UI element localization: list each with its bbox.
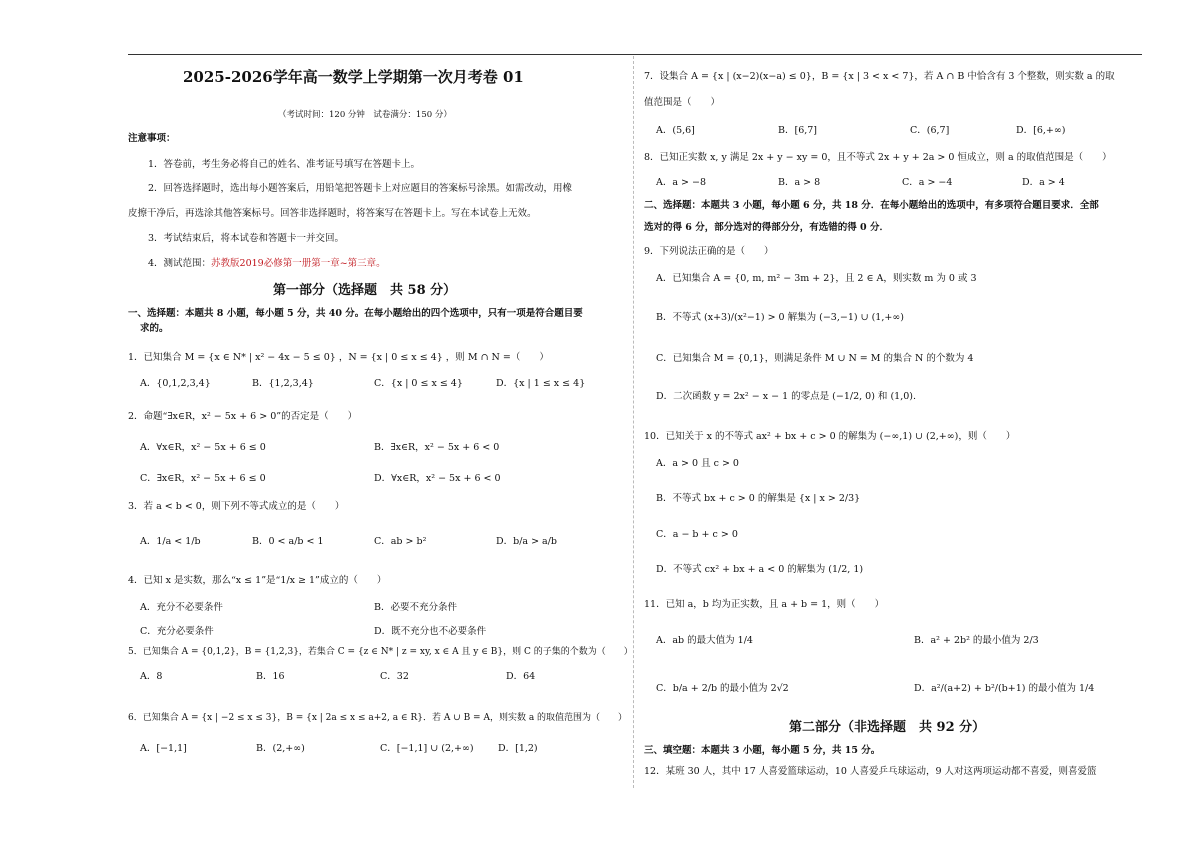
q11-option-b: B．a² + 2b² 的最小值为 2/3 (914, 635, 1039, 646)
q1-set-n: ，N = {x | 0 ≤ x ≤ 4} (338, 352, 443, 363)
q9-option-d: D．二次函数 y = 2x² − x − 1 的零点是 (−1/2, 0) 和 (1,0). (656, 391, 916, 402)
q9-stem: 9．下列说法正确的是（ ） (644, 246, 774, 257)
q4-option-b: B．必要不充分条件 (374, 602, 457, 613)
exam-title: 2025-2026学年高一数学上学期第一次月考卷 01 (183, 68, 524, 86)
q3-option-b: B．0 < a/b < 1 (252, 536, 324, 547)
q5-stem: 5．已知集合 A = {0,1,2}，B = {1,2,3}，若集合 C = {z ∈ N* | z = xy, x ∈ A 且 y ∈ B}，则 C 的子集的个数为（ ） (128, 647, 633, 657)
q5-option-c: C．32 (380, 671, 409, 682)
notice-3: 3．考试结束后，将本试卷和答题卡一并交回。 (148, 233, 345, 244)
section2-heading-cont: 选对的得 6 分，部分选对的得部分分，有选错的得 0 分． (644, 222, 889, 233)
header-rule (128, 54, 1142, 55)
q1-option-c: C．{x | 0 ≤ x ≤ 4} (374, 378, 463, 389)
notice-4-prefix: 4．测试范围： (148, 258, 212, 269)
q7-option-a: A．(5,6] (656, 125, 695, 136)
q1-option-d: D．{x | 1 ≤ x ≤ 4} (496, 378, 586, 389)
q6-stem: 6．已知集合 A = {x | −2 ≤ x ≤ 3}，B = {x | 2a ≤ x ≤ a+2, a ∈ R}．若 A ∪ B = A，则实数 a 的取值范围为（ ） (128, 713, 628, 723)
q6-option-c: C．[−1,1] ∪ (2,+∞) (380, 743, 474, 754)
q3-option-d: D．b/a > a/b (496, 536, 558, 547)
q9-option-b: B．不等式 (x+3)/(x²−1) > 0 解集为 (−3,−1) ∪ (1,+∞) (656, 312, 904, 323)
q3-stem: 3．若 a < b < 0，则下列不等式成立的是（ ） (128, 501, 345, 512)
q4-option-d: D．既不充分也不必要条件 (374, 626, 487, 637)
q2-option-a: A．∀x∈R，x² − 5x + 6 ≤ 0 (140, 442, 266, 453)
part2-title: 第二部分（非选择题 共 92 分） (789, 720, 986, 735)
notice-heading: 注意事项： (128, 133, 176, 144)
notice-1: 1．答卷前，考生务必将自己的姓名、准考证号填写在答题卡上。 (148, 159, 421, 170)
q3-option-a: A．1/a < 1/b (140, 536, 201, 547)
section1-heading-cont: 求的。 (140, 323, 169, 334)
q7-option-b: B．[6,7] (778, 125, 818, 136)
q4-option-c: C．充分必要条件 (140, 626, 214, 637)
q1-stem-b: ，则 M ∩ N =（ ） (445, 352, 549, 363)
q10-option-c: C．a − b + c > 0 (656, 529, 738, 540)
notice-2: 2．回答选择题时，选出每小题答案后，用铅笔把答题卡上对应题目的答案标号涂黑。如需改动，用橡 (148, 183, 573, 194)
q2-option-d: D．∀x∈R，x² − 5x + 6 < 0 (374, 473, 501, 484)
q10-option-a: A．a > 0 且 c > 0 (656, 458, 739, 469)
q7-option-d: D．[6,+∞) (1016, 125, 1066, 136)
q8-option-d: D．a > 4 (1022, 177, 1065, 188)
exam-info: （考试时间：120 分钟 试卷满分：150 分） (278, 110, 452, 120)
q11-option-c: C．b/a + 2/b 的最小值为 2√2 (656, 683, 789, 694)
q2-option-b: B．∃x∈R，x² − 5x + 6 < 0 (374, 442, 500, 453)
notice-2-cont: 皮擦干净后，再选涂其他答案标号。回答非选择题时，将答案写在答题卡上。写在本试卷上无效。 (128, 208, 537, 219)
test-scope: 苏教版2019必修第一册第一章~第三章。 (211, 258, 386, 269)
q9-option-c: C．已知集合 M = {0,1}，则满足条件 M ∪ N = M 的集合 N 的个数为 4 (656, 353, 974, 364)
section2-heading: 二、选择题：本题共 3 小题，每小题 6 分，共 18 分．在每小题给出的选项中，有多项符合题目要求．全部 (644, 200, 1099, 211)
part1-title: 第一部分（选择题 共 58 分） (273, 283, 457, 298)
q6-option-b: B．(2,+∞) (256, 743, 305, 754)
q7-option-c: C．(6,7] (910, 125, 950, 136)
q2-stem: 2．命题“∃x∈R，x² − 5x + 6 > 0”的否定是（ ） (128, 411, 358, 422)
q7-stem-cont: 值范围是（ ） (644, 97, 721, 108)
q11-option-d: D．a²/(a+2) + b²/(b+1) 的最小值为 1/4 (914, 683, 1095, 694)
q3-option-c: C．ab > b² (374, 536, 427, 547)
q10-stem: 10．已知关于 x 的不等式 ax² + bx + c > 0 的解集为 (−∞,1) ∪ (2,+∞)，则（ ） (644, 431, 1016, 442)
q1-stem (128, 349, 549, 363)
q11-option-a: A．ab 的最大值为 1/4 (656, 635, 753, 646)
q4-stem: 4．已知 x 是实数，那么“x ≤ 1”是“1/x ≥ 1”成立的（ ） (128, 575, 387, 586)
q2-option-c: C．∃x∈R，x² − 5x + 6 ≤ 0 (140, 473, 266, 484)
q8-option-a: A．a > −8 (656, 177, 707, 188)
q8-stem: 8．已知正实数 x, y 满足 2x + y − xy = 0，且不等式 2x + y + 2a > 0 恒成立，则 a 的取值范围是（ ） (644, 152, 1112, 163)
q8-option-b: B．a > 8 (778, 177, 821, 188)
q4-option-a: A．充分不必要条件 (140, 602, 223, 613)
q7-stem: 7．设集合 A = {x | (x−2)(x−a) ≤ 0}，B = {x | 3 < x < 7}，若 A ∩ B 中恰含有 3 个整数，则实数 a 的取 (644, 71, 1115, 82)
column-divider (633, 56, 635, 788)
section1-heading: 一、选择题：本题共 8 小题，每小题 5 分，共 40 分。在每小题给出的四个选项中，只有一项是符合题目要 (128, 308, 583, 319)
q8-option-c: C．a > −4 (902, 177, 953, 188)
q9-option-a: A．已知集合 A = {0, m, m² − 3m + 2}，且 2 ∈ A，则实数 m 为 0 或 3 (656, 273, 977, 284)
q12-stem: 12．某班 30 人，其中 17 人喜爱篮球运动，10 人喜爱乒乓球运动，9 人对这两项运动都不喜爱，则喜爱篮 (644, 766, 1097, 777)
q6-option-d: D．[1,2) (498, 743, 538, 754)
q10-option-b: B．不等式 bx + c > 0 的解集是 {x | x > 2/3} (656, 493, 861, 504)
notice-4 (148, 255, 386, 269)
q5-option-a: A．8 (140, 671, 163, 682)
q10-option-d: D．不等式 cx² + bx + a < 0 的解集为 (1/2, 1) (656, 564, 864, 575)
q1-set-m: M = {x ∈ N* | x² − 4x − 5 ≤ 0} (184, 352, 336, 363)
q5-option-d: D．64 (506, 671, 536, 682)
q5-option-b: B．16 (256, 671, 285, 682)
q1-option-a: A．{0,1,2,3,4} (140, 378, 211, 389)
q6-option-a: A．[−1,1] (140, 743, 187, 754)
q1-option-b: B．{1,2,3,4} (252, 378, 314, 389)
q1-stem-a: 1．已知集合 (128, 352, 182, 363)
q11-stem: 11．已知 a，b 均为正实数，且 a + b = 1，则（ ） (644, 599, 885, 610)
section3-heading: 三、填空题：本题共 3 小题，每小题 5 分，共 15 分。 (644, 745, 881, 756)
